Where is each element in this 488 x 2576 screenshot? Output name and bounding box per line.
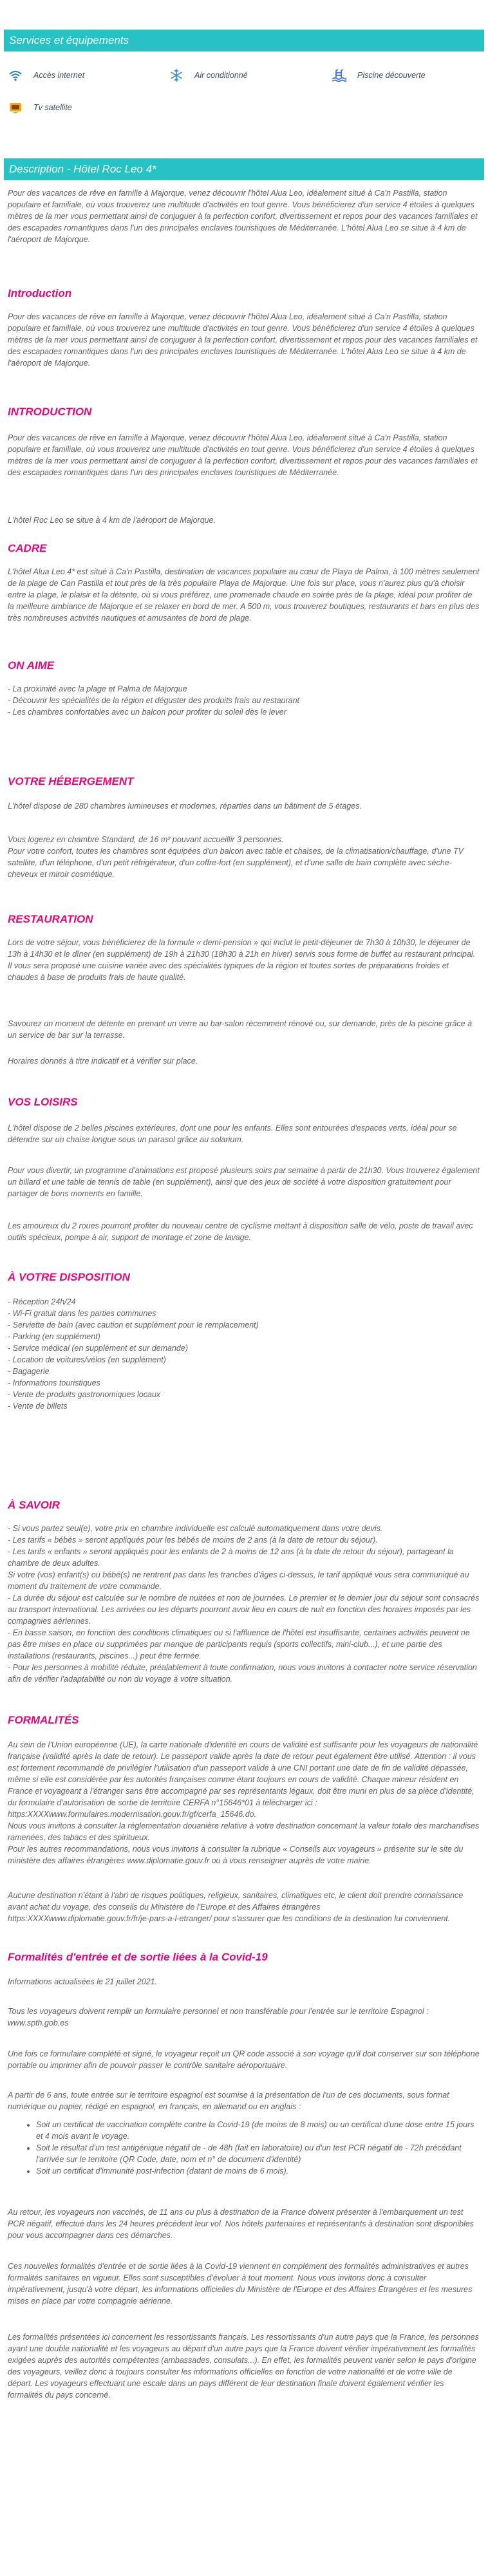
amenity-label: Piscine découverte	[357, 71, 426, 80]
list-item: - Les tarifs « enfants » seront appliqués pour les enfants de 2 à moins de 12 ans (à la date de retour du séjour), partageant la chambre de deux adultes.	[8, 1547, 454, 1568]
description-title: Description - Hôtel Roc Leo 4*	[9, 163, 156, 175]
section-heading-formalites: FORMALITÉS	[8, 1714, 79, 1726]
hours-note: Horaires donnés à titre indicatif et à vérifier sur place.	[8, 1057, 198, 1066]
covid-qr-paragraph: Une fois ce formulaire complété et signé, le voyageur reçoit un QR code associé à son voyage qu'il doit conserver sur son téléphone portable ou imprimer afin de pouvoir passer le contrôle sanitaire aéroportuaire.	[8, 2049, 480, 2070]
introduction-paragraph: Pour des vacances de rêve en famille à Majorque, venez découvrir l'hôtel Alua Leo, idéalement situé à Ca'n Pastilla, station populaire et familiale, où vous trouverez une multitude d'activités en tout genre. Vous bénéficierez d'un service 4 étoiles à quelques mètres de la mer vous permettant ainsi de conjuguer à la perfection confort, divertissement et repos pour des vacances familiales et des escapades romantiques dans l'un des principales enclaves touristiques de Méditerranée. L'hôtel Alua Leo se situe à 4 km de l'aéroport de Majorque.	[8, 312, 478, 368]
list-item: - Découvrir les spécialités de la région et déguster des produits frais au restaurant	[8, 696, 300, 705]
amenities-grid	[8, 67, 480, 116]
on-aime-list	[8, 683, 480, 718]
cadre-paragraph: L'hôtel Alua Leo 4* est situé à Ca'n Pastilla, destination de vacances populaire au cœur de Playa de Palma, à 100 mètres seulement de la plage de Can Pastilla et tout près de la très populaire Playa de Majorque. Une fois sur place, vous n'aurez plus qu'à choisir entre la plage, le plaisir et la détente, où si vous préférez, une promenade chaude en soirée près de la plage, idéal pour profiter de la meilleure ambiance de Majorque et se relaxer en bord de mer. A 500 m, vous trouverez boutiques, restaurants et bars en plus des très nombreuses activités nautiques et amusantes de bord de plage.	[8, 567, 480, 623]
risk-paragraph	[8, 1890, 480, 1924]
list-item: - Parking (en supplément)	[8, 1332, 100, 1341]
description-header	[4, 158, 484, 180]
section-heading-on-aime: ON AIME	[8, 659, 55, 672]
list-item: - Les chambres confortables avec un balcon pour profiter du soleil dès le lever	[8, 708, 286, 717]
amenity-label: Air conditionné	[194, 71, 248, 80]
services-title: Services et équipements	[9, 34, 129, 46]
tv-icon	[8, 101, 23, 114]
list-item: - Wi-Fi gratuit dans les parties communes	[8, 1309, 156, 1318]
list-item: - La durée du séjour est calculée sur le nombre de nuitées et non de journées. Le premier et le dernier jour du séjour sont consacrés au transport international. Les arrivées ou les départs pourront avoir lieu en cours de nuit en fonction des horaires imposés par les compagnies aériennes.	[8, 1594, 480, 1626]
list-item: - Réception 24h/24	[8, 1297, 76, 1306]
lead-paragraph: Pour des vacances de rêve en famille à Majorque, venez découvrir l'hôtel Alua Leo, idéalement situé à Ca'n Pastilla, station populaire et familiale, où vous trouverez une multitude d'activités en tout genre. Vous bénéficierez d'un service 4 étoiles à quelques mètres de la mer vous permettant ainsi de conjuguer à la perfection confort, divertissement et repos pour des vacances familiales et des escapades romantiques dans l'un des principales enclaves touristiques de Méditerranée. L'hôtel Alua Leo se situe à 4 km de l'aéroport de Majorque.	[8, 189, 478, 244]
covid-updated-note: Informations actualisées le 21 juillet 2021.	[8, 1977, 158, 1986]
list-item: - Si vous partez seul(e), votre prix en chambre individuelle est calculé automatiquement dans votre devis.	[8, 1524, 383, 1533]
list-item: - Bagagerie	[8, 1367, 50, 1376]
formalites-url: https:XXXXwww.formulaires.modernisation.gouv.fr/gf/cerfa_15646.do.	[8, 1810, 257, 1819]
formalites-paragraph	[8, 1739, 480, 1866]
covid-complement-paragraph: Ces nouvelles formalités d'entrée et de sortie liées à la Covid-19 viennent en complément des formalités administratives et autres formalités sanitaires en vigueur. Elles sont susceptibles d'évoluer à tout moment. Nous vous invitons donc à consulter impérativement, jusqu'à votre départ, les informations officielles du Ministère de l'Europe et des Affaires Étrangères et les mesures mises en place par votre compagnie aérienne.	[8, 2262, 473, 2306]
amenity-air-conditioning	[169, 67, 332, 84]
introduction-caps-paragraph: Pour des vacances de rêve en famille à Majorque, venez découvrir l'hôtel Alua Leo, idéalement situé à Ca'n Pastilla, station populaire et familiale, où vous trouverez une multitude d'activités en tout genre. Vous bénéficierez d'un service 4 étoiles à quelques mètres de la mer vous permettant ainsi de conjuguer à la perfection confort, divertissement et repos pour des vacances familiales et des escapades romantiques dans l'un des principales enclaves touristiques de Méditerranée.	[8, 433, 478, 477]
section-heading-hebergement: VOTRE HÉBERGEMENT	[8, 775, 134, 787]
a-savoir-list	[8, 1523, 480, 1685]
hotel-description-page	[0, 30, 488, 2401]
list-item: - Pour les personnes à mobilité réduite, préalablement à toute confirmation, nous vous invitons à contacter notre service réservation afin de vérifier l'adaptabilité ou non du voyage à votre situation.	[8, 1663, 477, 1684]
section-heading-restauration: RESTAURATION	[8, 913, 93, 925]
section-heading-a-savoir: À SAVOIR	[8, 1499, 60, 1511]
loisirs-paragraph: Pour vous divertir, un programme d'animations est proposé plusieurs soirs par semaine à partir de 21h30. Vous trouverez également un billard et une table de tennis de table (en supplément), ainsi que des jeux de société à votre disposition gratuitement pour partager de bons moments en famille.	[8, 1166, 480, 1198]
amenity-internet	[8, 67, 169, 84]
list-item: - La proximité avec la plage et Palma de Majorque	[8, 684, 187, 693]
covid-nationals-paragraph: Les formalités présentées ici concernent les ressortissants français. Les ressortissants d'un autre pays que la France, les personnes ayant une double nationalité et les voyageurs au départ d'un autre pays que la France doivent vérifier impérativement les formalités exigées auprès des autorités compétentes (ambassades, consulats...). En effet, les formalités peuvent varier selon le pays d'origine des voyageurs, veillez donc à toujours consulter les informations officielles en fonction de votre nationalité et de votre ville de départ. Les voyageurs effectuant une escale dans un pays différent de leur destination finale doivent également vérifier les formalités du pays concerné.	[8, 2333, 479, 2400]
disposition-list	[8, 1296, 480, 1412]
list-item: • Soit le résultat d'un test antigénique négatif de - de 48h (fait en laboratoire) ou d'un test PCR négatif de - 72h précédant l'arrivée sur le territoire (QR Code, date, nom et n° de document d'identité)	[36, 2142, 480, 2165]
covid-form-paragraph: Tous les voyageurs doivent remplir un formulaire personnel et non transférable pour l'entrée sur le territoire Espagnol : www.spth.gob.es	[8, 2007, 429, 2027]
hebergement-paragraph: L'hôtel dispose de 280 chambres lumineuses et modernes, réparties dans un bâtiment de 5 étages.	[8, 802, 362, 811]
amenity-satellite-tv	[8, 99, 169, 116]
list-item: - Vente de produits gastronomiques locaux	[8, 1390, 161, 1399]
formalites-line: Nous vous invitons à consulter la réglementation douanière relative à votre destination concernant la valeur totale des marchandises ramenées, des tabacs et des spiritueux.	[8, 1821, 480, 1842]
list-item: • Soit un certificat d'immunité post-infection (datant de moins de 6 mois).	[36, 2165, 480, 2177]
covid-requirements-list	[8, 2119, 480, 2177]
list-item: - Informations touristiques	[8, 1378, 100, 1387]
airport-distance-note: L'hôtel Roc Leo se situe à 4 km de l'aéroport de Majorque.	[8, 516, 216, 525]
covid-return-paragraph: Au retour, les voyageurs non vaccinés, de 11 ans ou plus à destination de la France doivent présenter à l'embarquement un test PCR négatif, effectué dans les 24 heures précédent leur vol. Nos hôtels partenaires et représentants à destination sont disponibles pour vous accompagner dans ces démarches.	[8, 2208, 474, 2240]
pool-icon	[332, 69, 347, 82]
snowflake-icon	[169, 69, 184, 82]
covid-requirements-intro: A partir de 6 ans, toute entrée sur le territoire espagnol est soumise à la présentation de l'un de ces documents, sous format numérique ou papier, rédigé en espagnol, en français, en allemand ou en anglais :	[8, 2091, 449, 2111]
room-line: Vous logerez en chambre Standard, de 16 m² pouvant accueillir 3 personnes.	[8, 835, 284, 844]
list-item: - Les tarifs « bébés » seront appliqués pour les bébés de moins de 2 ans (à la date de retour du séjour).	[8, 1536, 378, 1545]
restauration-paragraph: Lors de votre séjour, vous bénéficierez de la formule « demi-pension » qui inclut le petit-déjeuner de 7h30 à 10h30, le déjeuner de 13h à 14h30 et le dîner (en supplément) de 19h à 21h30 (18h30 à 21h en hiver) servis sous forme de buffet au restaurant principal. Il vous sera proposé une cuisine variée avec des spécialités typiques de la région et toutes sortes de préparations froides et chaudes à base de produits frais de haute qualité.	[8, 938, 476, 982]
formalites-line: Pour les autres recommandations, nous vous invitons à consulter la rubrique « Conseils aux voyageurs » présente sur le site du ministère des affaires étrangères www.diplomatie.gouv.fr ou à vous renseigner auprès de votre mairie.	[8, 1845, 464, 1865]
amenity-label: Accès internet	[33, 71, 85, 80]
section-heading-introduction: Introduction	[8, 287, 72, 299]
section-heading-introduction-caps: INTRODUCTION	[8, 406, 92, 418]
list-item: - Service médical (en supplément et sur demande)	[8, 1344, 188, 1353]
list-item: - Vente de billets	[8, 1402, 68, 1411]
loisirs-paragraph: Les amoureux du 2 roues pourront profiter du nouveau centre de cyclisme mettant à disposition salle de vélo, poste de travail avec outils spécieux, pompe à air, support de montage et zone de lavage.	[8, 1221, 473, 1242]
section-heading-cadre: CADRE	[8, 542, 47, 554]
formalites-line: Au sein de l'Union européenne (UE), la carte nationale d'identité en cours de validité est suffisante pour les voyageurs de nationalité française (validité après la date de retour). Le passeport valide après la date de retour peut également être utilisé. Attention : il vous est fortement recommandé de privilégier l'utilisation d'un passeport valide à une CNI portant une date de fin de validité dépassée, même si elle est considérée par les autorités françaises comme étant toujours en cours de validité. Chaque mineur résident en France et voyageant à l'étranger sans être accompagné par ses représentants légaux, doit être muni en plus de sa pièce d'identité, du formulaire d'autorisation de sortie de territoire CERFA n°15646*01 à télécharger ici :	[8, 1740, 478, 1807]
amenity-outdoor-pool	[332, 67, 480, 84]
wifi-icon	[8, 69, 23, 82]
section-heading-covid: Formalités d'entrée et de sortie liées à la Covid-19	[8, 1951, 268, 1963]
section-heading-disposition: À VOTRE DISPOSITION	[8, 1271, 130, 1283]
list-item: - Location de voitures/vélos (en supplément)	[8, 1355, 166, 1364]
amenity-label: Tv satellite	[33, 103, 72, 112]
room-line: Pour votre confort, toutes les chambres sont équipées d'un balcon avec table et chaises, de la climatisation/chauffage, d'une TV satellite, d'un téléphone, d'un petit réfrigérateur, d'un coffre-fort (en supplément), et d'une salle de bain complète avec sèche-cheveux et miroir cosmétique.	[8, 847, 464, 879]
section-heading-loisirs: VOS LOISIRS	[8, 1096, 78, 1108]
list-item: - En basse saison, en fonction des conditions climatiques ou si l'affluence de l'hôtel est insuffisante, certaines activités peuvent ne pas être mises en place ou supprimées par manque de participants requis (sports collectifs, mini-club...), et une partie des installations (restaurants, piscines...) peut être fermée.	[8, 1628, 470, 1660]
list-item: • Soit un certificat de vaccination complète contre la Covid-19 (de moins de 8 mois) ou un certificat d'une dose entre 15 jours et 4 mois avant le voyage.	[36, 2119, 480, 2142]
risk-line: Aucune destination n'étant à l'abri de risques politiques, religieux, sanitaires, climatiques etc, le client doit prendre connaissance avant achat du voyage, des conseils du Ministère de l'Europe et des Affaires étrangères	[8, 1891, 464, 1912]
services-header	[4, 30, 484, 52]
risk-line: https:XXXXwww.diplomatie.gouv.fr/fr/je-pars-a-l-etranger/ pour s'assurer que les conditions de la destination lui conviennent.	[8, 1914, 451, 1923]
loisirs-paragraph: L'hôtel dispose de 2 belles piscines extérieures, dont une pour les enfants. Elles sont entourées d'espaces verts, idéal pour se détendre sur un chaise longue sous un parasol grâce au solarium.	[8, 1123, 457, 1144]
bar-paragraph: Savourez un moment de détente en prenant un verre au bar-salon récemment rénové ou, sur demande, près de la piscine grâce à un service de bar sur la terrasse.	[8, 1019, 473, 1040]
list-item: - Serviette de bain (avec caution et supplément pour le remplacement)	[8, 1321, 259, 1330]
list-item: Si votre (vos) enfant(s) ou bébé(s) ne rentrent pas dans les tranches d'âges ci-dessus, le tarif appliqué vous sera communiqué au moment du traitement de votre commande.	[8, 1570, 469, 1591]
room-details	[8, 834, 480, 880]
